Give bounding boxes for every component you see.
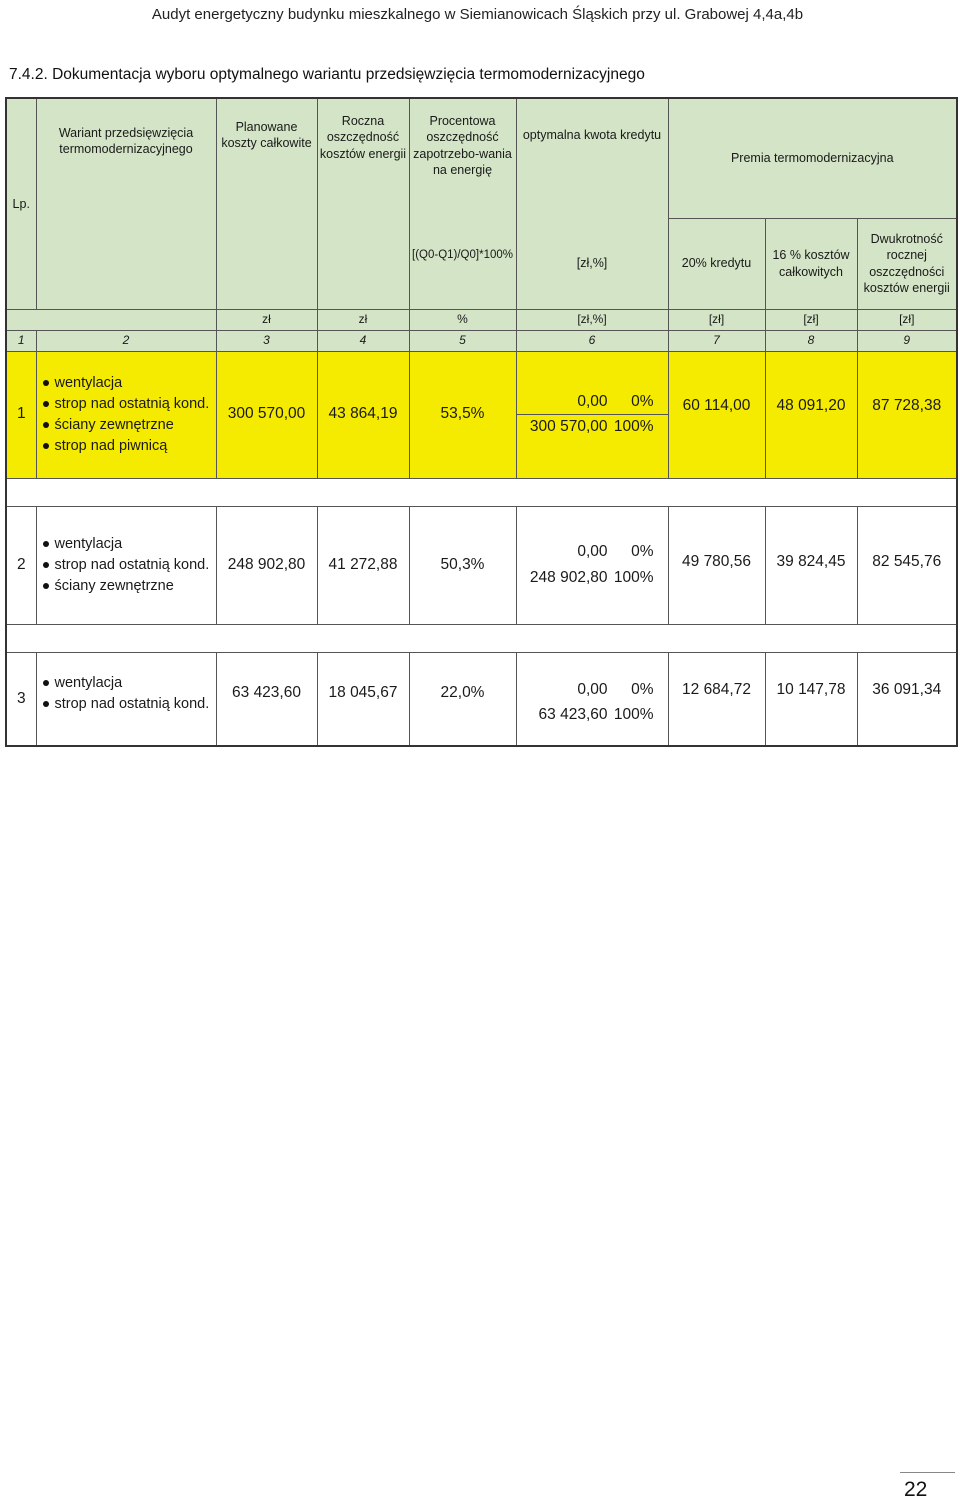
unit-cell: [zł]	[857, 309, 957, 330]
planned-cost-value: 248 902,80	[216, 506, 317, 624]
column-number: 2	[36, 330, 216, 351]
row-spacer	[6, 624, 957, 652]
credit-divider	[517, 414, 668, 415]
credit-divider	[517, 565, 668, 566]
planned-cost-value: 300 570,00	[216, 351, 317, 478]
header-variant-label: Wariant przedsięwzięcia termomodernizacyjnego	[58, 126, 194, 157]
variant-lp: 1	[6, 351, 36, 478]
variant-table	[5, 97, 958, 747]
variant-item: wentylacja	[41, 534, 216, 555]
unit-cell: zł	[317, 309, 409, 330]
page-number: 22	[904, 1478, 928, 1501]
header-row-main	[6, 98, 957, 218]
variant-item-list	[37, 534, 216, 597]
column-number: 5	[409, 330, 516, 351]
header-optimal-credit	[516, 98, 668, 218]
header-annual-saving-label: Roczna oszczędność kosztów energii	[319, 114, 407, 161]
optimal-credit-cell	[516, 652, 668, 746]
column-number: 1	[6, 330, 36, 351]
header-units-row	[6, 309, 957, 330]
variant-table-container	[5, 97, 956, 723]
spacer-cell	[6, 624, 957, 652]
variant-item-list	[37, 373, 216, 457]
variant-item: ściany zewnętrzne	[41, 415, 216, 436]
variant-items	[36, 351, 216, 478]
header-optimal-credit-sub: [zł,%]	[516, 218, 668, 309]
unit-cell: [zł,%]	[516, 309, 668, 330]
credit-own-percent: 0%	[631, 543, 654, 561]
premium-16-value: 10 147,78	[765, 652, 857, 746]
annual-saving-value: 43 864,19	[317, 351, 409, 478]
premium-16-value: 39 824,45	[765, 506, 857, 624]
variant-item: ściany zewnętrzne	[41, 576, 216, 597]
variant-row-1	[6, 351, 957, 478]
unit-cell-empty	[36, 309, 216, 330]
credit-loan-percent: 100%	[613, 705, 654, 723]
variant-item: wentylacja	[41, 373, 216, 394]
optimal-credit-breakdown	[517, 542, 668, 587]
premium-20-value: 60 114,00	[668, 351, 765, 478]
premium-20-value: 49 780,56	[668, 506, 765, 624]
header-premium-20: 20% kredytu	[668, 218, 765, 309]
annual-saving-value: 41 272,88	[317, 506, 409, 624]
spacer-cell	[6, 478, 957, 506]
variant-item: strop nad ostatnią kond.	[41, 555, 216, 576]
unit-cell: zł	[216, 309, 317, 330]
credit-own-percent: 0%	[631, 392, 654, 410]
credit-own-amount: 0,00	[577, 392, 608, 410]
header-percent-saving	[409, 98, 516, 309]
header-planned-cost-label: Planowane koszty całkowite	[221, 120, 312, 151]
premium-double-value: 36 091,34	[857, 652, 957, 746]
planned-cost-value: 63 423,60	[216, 652, 317, 746]
header-premium: Premia termomodernizacyjna	[668, 98, 957, 218]
header-column-numbers-row	[6, 330, 957, 351]
credit-loan-amount: 300 570,00	[529, 418, 608, 435]
unit-cell: [zł]	[765, 309, 857, 330]
column-number: 4	[317, 330, 409, 351]
optimal-credit-cell	[516, 506, 668, 624]
header-percent-saving-label: Procentowa oszczędność zapotrzebo-wania na energię	[413, 114, 512, 177]
variant-row-2	[6, 506, 957, 624]
header-lp: Lp.	[6, 98, 36, 309]
premium-double-value: 87 728,38	[857, 351, 957, 478]
column-number: 3	[216, 330, 317, 351]
credit-divider	[517, 702, 668, 703]
credit-loan-amount: 248 902,80	[529, 568, 608, 586]
optimal-credit-breakdown	[517, 392, 668, 437]
unit-cell-empty	[6, 309, 36, 330]
page-number-rule	[900, 1472, 955, 1473]
header-planned-cost	[216, 98, 317, 309]
optimal-credit-breakdown	[517, 680, 668, 725]
credit-own-amount: 0,00	[577, 543, 608, 561]
credit-loan-amount: 63 423,60	[538, 705, 608, 723]
header-percent-formula: [(Q0-Q1)/Q0]*100%	[412, 249, 513, 261]
column-number: 6	[516, 330, 668, 351]
variant-item: wentylacja	[41, 673, 216, 694]
percent-saving-value: 53,5%	[409, 351, 516, 478]
unit-cell: %	[409, 309, 516, 330]
header-optimal-credit-label: optymalna kwota kredytu	[522, 128, 662, 142]
page-header: Audyt energetyczny budynku mieszkalnego w Siemianowicach Śląskich przy ul. Grabowej 4,4a,4b	[151, 6, 804, 23]
header-variant	[36, 98, 216, 309]
variant-item: strop nad piwnicą	[41, 436, 216, 457]
credit-own-amount: 0,00	[577, 680, 608, 698]
header-annual-saving	[317, 98, 409, 309]
column-number: 7	[668, 330, 765, 351]
premium-20-value: 12 684,72	[668, 652, 765, 746]
percent-saving-value: 50,3%	[409, 506, 516, 624]
header-premium-double: Dwukrotność rocznej oszczędności kosztów energii	[857, 218, 957, 309]
optimal-credit-cell	[516, 351, 668, 478]
premium-16-value: 48 091,20	[765, 351, 857, 478]
credit-own-percent: 0%	[631, 680, 654, 698]
variant-items	[36, 506, 216, 624]
column-number: 9	[857, 330, 957, 351]
annual-saving-value: 18 045,67	[317, 652, 409, 746]
section-title: 7.4.2. Dokumentacja wyboru optymalnego wariantu przedsięwzięcia termomodernizacyjnego	[9, 66, 645, 83]
row-spacer	[6, 478, 957, 506]
variant-row-3	[6, 652, 957, 746]
header-premium-16: 16 % kosztów całkowitych	[765, 218, 857, 309]
percent-saving-value: 22,0%	[409, 652, 516, 746]
variant-item: strop nad ostatnią kond.	[41, 694, 216, 715]
column-number: 8	[765, 330, 857, 351]
credit-loan-percent: 100%	[613, 418, 654, 435]
variant-lp: 3	[6, 652, 36, 746]
variant-item: strop nad ostatnią kond.	[41, 394, 216, 415]
variant-items	[36, 652, 216, 746]
credit-loan-percent: 100%	[613, 568, 654, 586]
variant-item-list	[37, 673, 216, 715]
variant-lp: 2	[6, 506, 36, 624]
premium-double-value: 82 545,76	[857, 506, 957, 624]
unit-cell: [zł]	[668, 309, 765, 330]
